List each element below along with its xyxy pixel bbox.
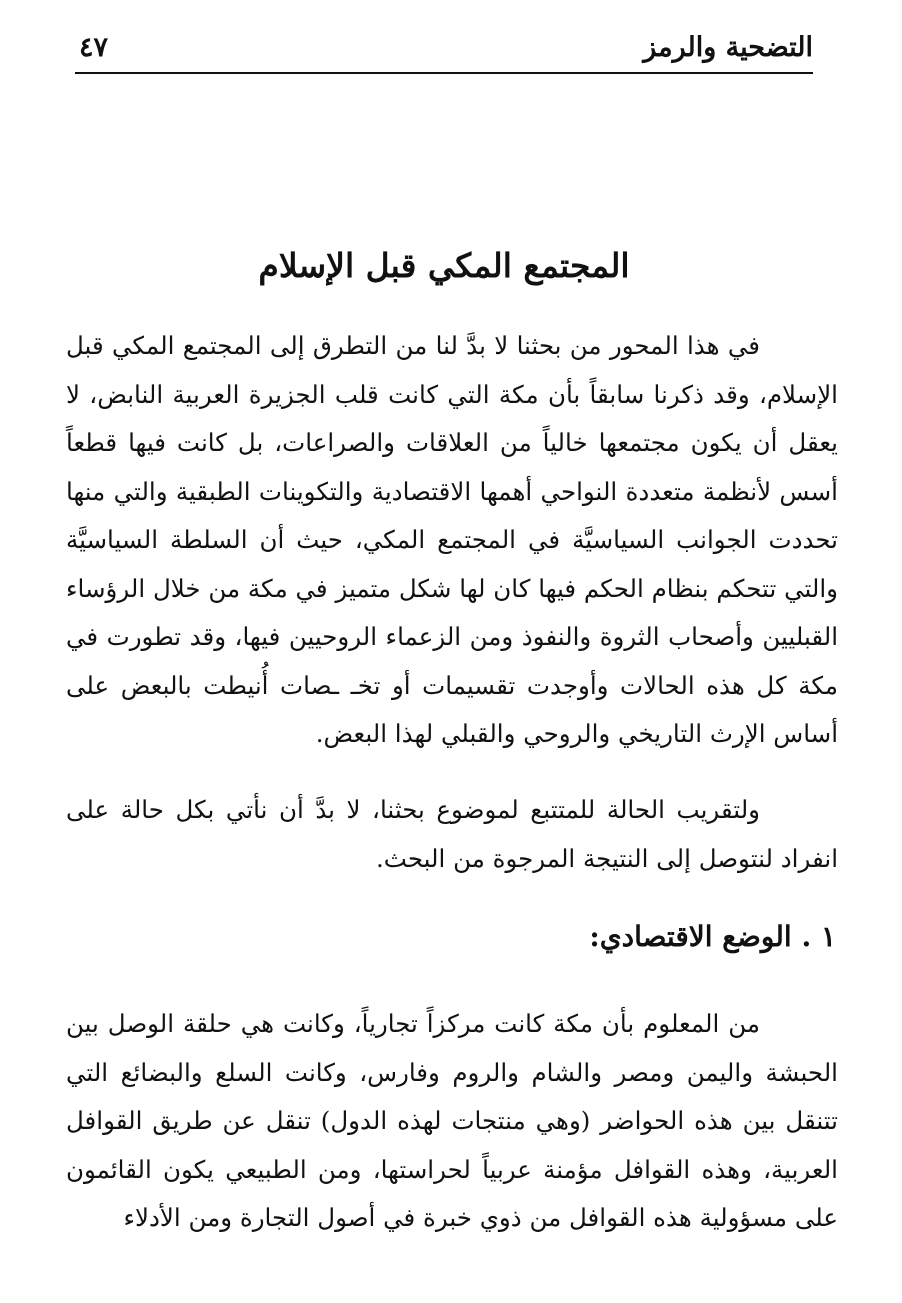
economy-paragraph: من المعلوم بأن مكة كانت مركزاً تجارياً، وكانت هي حلقة الوصل بين الحبشة واليمن ومصر والشام والروم وفارس، وكانت السلع والبضائع التي تتنقل بين هذه الحواضر (وهي منتجات لهذه الدول) تنقل عن طريق القوافل العربية، وهذه القوافل مؤمنة عربياً لحراستها، ومن الطبيعي يكون القائمون على مسؤولية هذه القوافل من ذوي خبرة في أصول التجارة ومن الأدلاء [66,1009,838,1232]
intro-paragraph: في هذا المحور من بحثنا لا بدَّ لنا من التطرق إلى المجتمع المكي قبل الإسلام، وقد ذكرنا سابقاً بأن مكة التي كانت قلب الجزيرة العربية النابض، لا يعقل أن يكون مجتمعها خالياً من العلاقات والصراعات، بل كانت فيها قطعاً أسس لأنظمة متعددة النواحي أهمها الاقتصادية والتكوينات الطبقية والتي منها تحددت الجوانب السياسيَّة في المجتمع المكي، حيث أن السلطة السياسيَّة والتي تتحكم بنظام الحكم فيها كان لها شكل متميز في مكة من خلال الرؤساء القبليين وأصحاب الثروة والنفوذ ومن الزعماء الروحيين فيها، وقد تطورت في مكة كل هذه الحالات وأوجدت تقسيمات أو تخـ ـصات أُنيطت بالبعض على أساس الإرث التاريخي والروحي والقبلي لهذا البعض. [66,331,838,748]
page-number: ٤٧ [79,32,109,63]
chapter-title: المجتمع المكي قبل الإسلام [258,246,630,285]
approach-paragraph: ولتقريب الحالة للمتتبع لموضوع بحثنا، لا بدَّ أن نأتي بكل حالة على انفراد لنتوصل إلى النتيجة المرجوة من البحث. [66,795,838,873]
running-header-title: التضحية والرمز [643,32,813,63]
running-header [75,28,813,74]
section-heading-economy: ١ . الوضع الاقتصادي: [589,920,836,953]
